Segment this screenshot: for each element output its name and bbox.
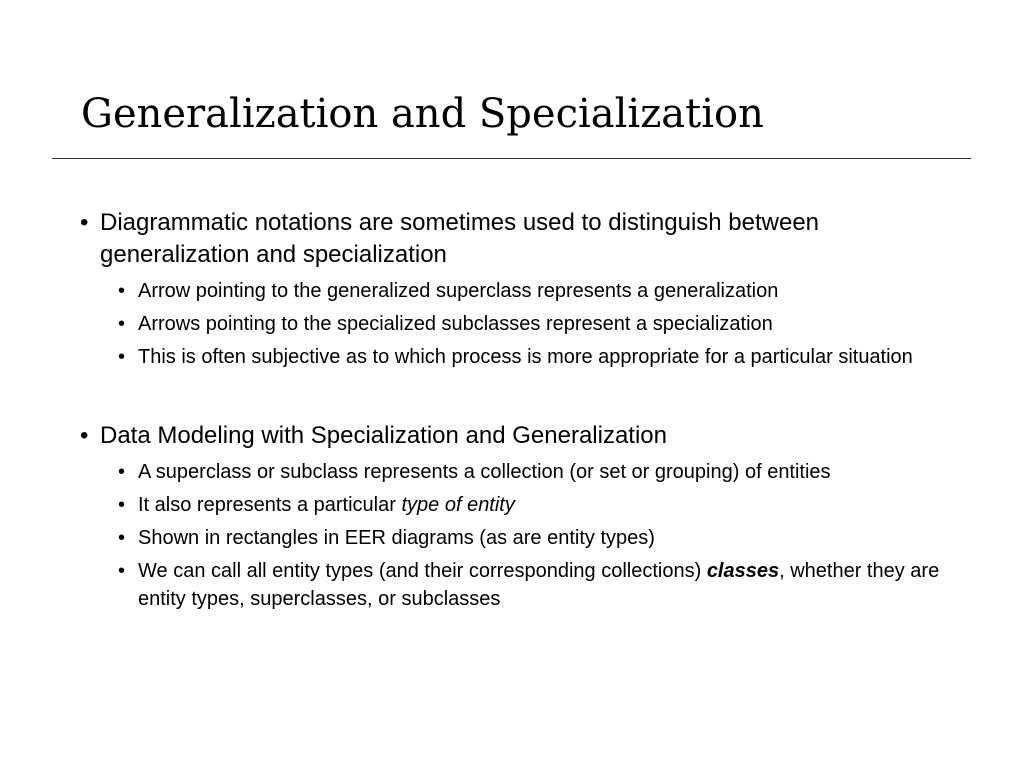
sub-bullet-list	[80, 458, 960, 613]
bullet-dot-icon: •	[118, 461, 126, 483]
bullet-level2	[80, 310, 960, 338]
bullet-dot-icon: •	[118, 280, 126, 302]
bullet-level2	[80, 277, 960, 305]
section-spacer	[80, 376, 960, 420]
slide-title: Generalization and Specialization	[81, 91, 764, 137]
bullet-level2	[80, 557, 960, 613]
bullet-level1	[80, 207, 960, 271]
bullet-text-prefix: We can call all entity types (and their corresponding collections)	[138, 560, 707, 582]
bullet-text: Arrows pointing to the specialized subclasses represent a specialization	[138, 313, 773, 335]
bullet-level2	[80, 343, 960, 371]
emphasized-term: type of entity	[401, 494, 515, 516]
bullet-dot-icon: •	[118, 346, 126, 368]
bullet-text-suffix: , whether they are entity types, superclasses, or subclasses	[138, 560, 940, 610]
slide-content	[80, 207, 960, 618]
bullet-dot-icon: •	[80, 422, 89, 449]
bullet-level1	[80, 420, 960, 452]
emphasized-term: classes	[706, 560, 780, 582]
bullet-level2	[80, 458, 960, 486]
bullet-text-prefix: It also represents a particular	[138, 494, 402, 516]
bullet-dot-icon: •	[118, 494, 126, 516]
bullet-text: Diagrammatic notations are sometimes used to distinguish between generalization and specialization	[100, 209, 820, 268]
bullet-text: Shown in rectangles in EER diagrams (as are entity types)	[138, 527, 655, 549]
bullet-dot-icon: •	[80, 209, 89, 236]
sub-bullet-list	[80, 277, 960, 371]
bullet-text: A superclass or subclass represents a collection (or set or grouping) of entities	[138, 461, 831, 483]
bullet-dot-icon: •	[118, 527, 126, 549]
bullet-text: This is often subjective as to which process is more appropriate for a particular situation	[138, 346, 913, 368]
bullet-level2	[80, 491, 960, 519]
bullet-text: Arrow pointing to the generalized superclass represents a generalization	[138, 280, 779, 302]
title-divider	[52, 158, 971, 159]
bullet-dot-icon: •	[118, 560, 126, 582]
bullet-dot-icon: •	[118, 313, 126, 335]
bullet-level2	[80, 524, 960, 552]
bullet-text: Data Modeling with Specialization and Generalization	[100, 422, 667, 449]
